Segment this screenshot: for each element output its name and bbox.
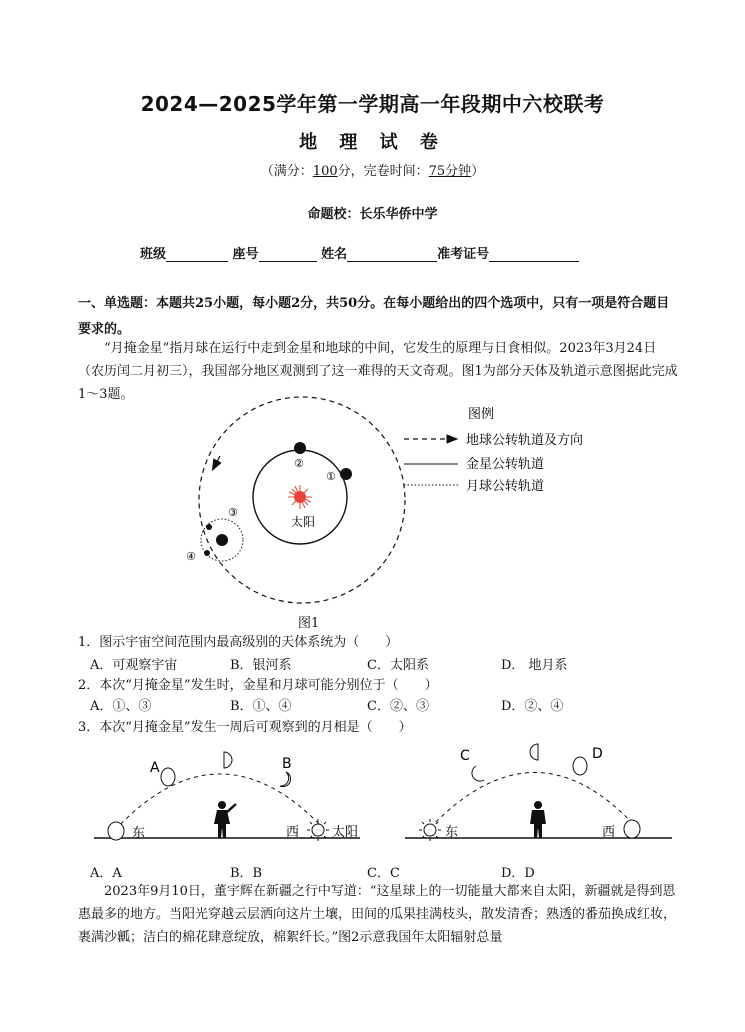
phase-label-d: D <box>592 746 603 762</box>
pos-2-label: ② <box>294 457 304 470</box>
moon-phase-panel-left <box>94 752 360 841</box>
time-value: 75分钟 <box>428 164 472 179</box>
half-moon-icon-left <box>224 752 232 768</box>
name-blank[interactable] <box>347 247 437 262</box>
seat-blank[interactable] <box>259 247 317 262</box>
phase-label-a: A <box>150 760 160 776</box>
exam-title: 2024—2025学年第一学期高一年段期中六校联考 <box>140 92 605 116</box>
orbit-direction-arrow-icon <box>213 456 220 469</box>
q2-option-c[interactable]: C．②、③ <box>367 699 429 714</box>
earth-dot <box>216 534 228 546</box>
half-moon-icon-right <box>530 744 538 760</box>
q1-option-b[interactable]: B．银河系 <box>230 658 292 673</box>
west-label-left: 西 <box>286 825 300 840</box>
q1-option-d[interactable]: D． 地月系 <box>501 658 568 673</box>
question-1-stem: 1．图示宇宙空间范围内最高级别的天体系统为（ ） <box>78 635 399 650</box>
legend-venus-label: 金星公转轨道 <box>466 457 545 472</box>
section-heading: 一、单选题：本题共25小题，每小题2分，共50分。在每小题给出的四个选项中，只有一项是符合题目要求的。 <box>78 296 670 337</box>
phase-label-b: B <box>282 756 292 772</box>
question-2-stem: 2．本次“月掩金星”发生时，金星和月球可能分别位于（ ） <box>78 678 438 693</box>
class-blank[interactable] <box>166 247 228 262</box>
q3-option-b[interactable]: B．B <box>230 866 263 881</box>
moon-pos-3 <box>206 524 212 530</box>
passage-1: “月掩金星”指月球在运行中走到金星和地球的中间，它发生的原理与日食相似。2023年3月24日（农历闰二月初三），我国部分地区观测到了这一难得的天文奇观。图1为部分天体及轨道示意图据此完成1～3题。 <box>78 341 678 402</box>
figure-1-diagram <box>180 396 620 626</box>
q2-option-b[interactable]: B．①、④ <box>230 699 292 714</box>
score-line: （满分：100分，完卷时间：75分钟） <box>260 164 485 179</box>
legend-moon-label: 月球公转轨道 <box>466 479 545 494</box>
q2-option-a[interactable]: A．①、③ <box>90 699 152 714</box>
sun-label-left: 太阳 <box>332 825 359 840</box>
full-moon-icon <box>108 822 124 840</box>
venus-pos-1 <box>340 468 352 480</box>
pos-1-label: ① <box>326 470 336 483</box>
moon-phase-figures <box>90 738 680 850</box>
q1-option-a[interactable]: A．可观察宇宙 <box>90 658 178 673</box>
legend-title: 图例 <box>468 407 495 422</box>
figure-1-caption: 图1 <box>298 616 320 631</box>
person-icon-right <box>530 801 546 838</box>
venus-pos-2 <box>294 442 306 454</box>
full-score-value: 100 <box>312 164 338 179</box>
sun-icon <box>288 485 312 509</box>
q3-option-d[interactable]: D．D <box>501 866 535 881</box>
phase-d-moon-icon <box>573 757 587 775</box>
east-label-right: 东 <box>445 825 459 840</box>
sun-label: 太阳 <box>291 515 316 529</box>
phase-a-moon-icon <box>161 768 175 786</box>
pos-3-label: ③ <box>228 506 238 519</box>
name-label: 姓名 <box>321 247 348 262</box>
person-icon-left <box>214 801 236 838</box>
pos-4-label: ④ <box>186 550 196 563</box>
moon-phase-panel-right <box>405 744 672 841</box>
question-3-stem: 3．本次“月掩金星”发生一周后可观察到的月相是（ ） <box>78 720 412 735</box>
q3-option-a[interactable]: A．A <box>90 866 122 881</box>
phase-label-c: C <box>460 748 470 764</box>
west-label-right: 西 <box>602 825 616 840</box>
student-info-line <box>140 243 579 262</box>
q2-option-d[interactable]: D．②、④ <box>501 699 564 714</box>
passage-2: 2023年9月10日，董宇辉在新疆之行中写道：“这星球上的一切能量大都来自太阳，新疆就是得到恩惠最多的地方。当阳光穿越云层洒向这片土壤，田间的瓜果挂满枝头，散发清香；熟透的番茄换成红妆，裹满沙瓤；洁白的棉花肆意绽放，棉絮纤长。”图2示意我国年太阳辐射总量 <box>78 884 677 945</box>
full-moon-icon-right <box>624 820 640 838</box>
east-label-left: 东 <box>132 826 146 841</box>
q3-option-c[interactable]: C．C <box>367 866 400 881</box>
exam-no-blank[interactable] <box>489 247 579 262</box>
exam-no-label: 准考证号 <box>437 247 490 262</box>
class-label: 班级 <box>140 247 167 262</box>
moon-pos-4 <box>204 550 210 556</box>
seat-label: 座号 <box>232 247 259 262</box>
legend-earth-label: 地球公转轨道及方向 <box>466 433 584 448</box>
phase-c-crescent-icon <box>472 766 484 781</box>
phase-b-crescent-icon <box>280 772 291 787</box>
subject-title: 地 理 试 卷 <box>299 132 446 153</box>
q1-option-c[interactable]: C．太阳系 <box>367 658 429 673</box>
setting-school: 命题校：长乐华侨中学 <box>307 207 438 222</box>
